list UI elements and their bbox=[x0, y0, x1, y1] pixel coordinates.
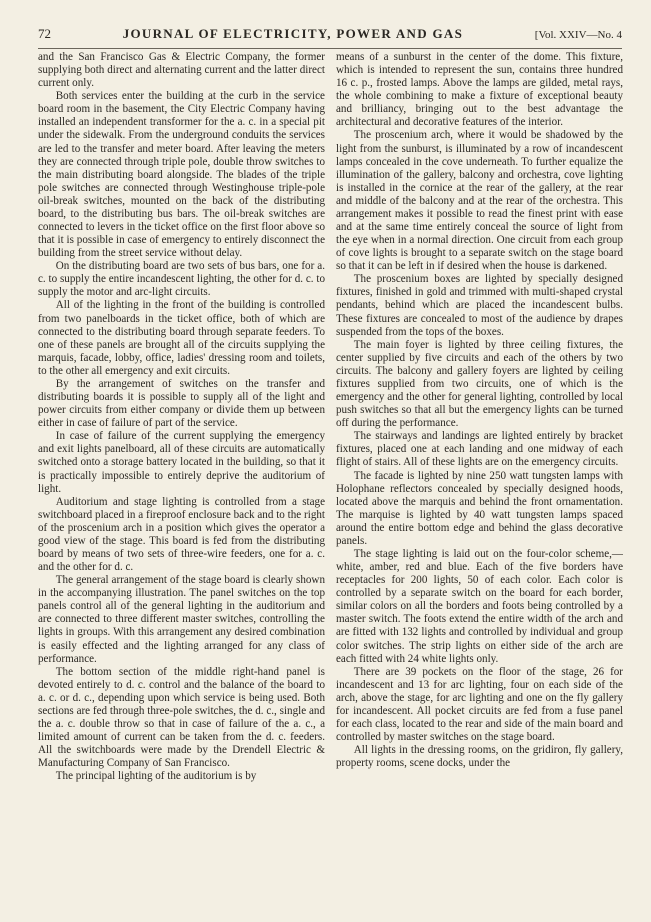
paragraph: All lights in the dressing rooms, on the gridiron, fly gallery, property rooms, scene docks, under the bbox=[336, 744, 623, 770]
paragraph: The facade is lighted by nine 250 watt tungsten lamps with Holophane reflectors concealed by specially designed hoods, located above the marquis and behind the front ornamentation. The marquise is lighted by 40 watt tungsten lamps spaced around the entire bottom edge and behind the glass decorative panels. bbox=[336, 469, 623, 547]
volume-number: [Vol. XXIV—No. 4 bbox=[534, 29, 622, 41]
paragraph: The stage lighting is laid out on the four-color scheme,—white, amber, red and blue. Each of the five borders have receptacles for 200 lights, 50 of each color. Each color is controlled by a separate switch on the board for each border, similar colors on all the borders and foots being controlled by a master switch. The foots extend the entire width of the arch and are fitted with 132 lights and controlled by individual and group color switches. The strip lights on either side of the arch are each fitted with 24 white lights only. bbox=[336, 547, 623, 665]
paragraph: and the San Francisco Gas & Electric Company, the former supplying both direct and alternating current and the latter direct current only. bbox=[38, 51, 325, 90]
running-header bbox=[38, 26, 622, 49]
paragraph: The general arrangement of the stage board is clearly shown in the accompanying illustration. The panel switches on the top panels control all of the general lighting in the auditorium and are connected to three different master switches, controlling the lights in groups. With this arrangement any desired combination is easily effected and the lighting arranged for any class of performance. bbox=[38, 574, 325, 665]
right-column bbox=[336, 51, 623, 916]
paragraph: By the arrangement of switches on the transfer and distributing boards it is possible to supply all of the light and power circuits from either company or divide them up between either in case of failure of part of the service. bbox=[38, 377, 325, 430]
paragraph: The principal lighting of the auditorium is by bbox=[55, 770, 257, 783]
paragraph: means of a sunburst in the center of the dome. This fixture, which is intended to represent the sun, contains three hundred 16 c. p., frosted lamps. Above the lamps are gilded, metal rays, the whole combining to make a fixture of exceptional beauty and brilliancy, bringing out to the best advantage the architectural and decorative features of the interior. bbox=[336, 51, 623, 129]
paragraph: The proscenium boxes are lighted by specially designed fixtures, finished in gold and trimmed with multi-shaped crystal pendants, behind which are placed the incandescent bulbs. These fixtures are concealed to most of the audience by drapes suspended from the tops of the boxes. bbox=[336, 273, 623, 338]
paragraph: On the distributing board are two sets of bus bars, one for a. c. to supply the entire incandescent lighting, the other for d. c. to supply the motor and arc-light circuits. bbox=[38, 260, 325, 299]
paragraph: The stairways and landings are lighted entirely by bracket fixtures, placed one at each landing and one midway of each flight of stairs. All of these lights are on the emergency circuits. bbox=[336, 430, 623, 469]
journal-title: JOURNAL OF ELECTRICITY, POWER AND GAS bbox=[122, 26, 464, 41]
paragraph: In case of failure of the current supplying the emergency and exit lights panelboard, all of these circuits are automatically switched onto a storage battery located in the building, so that it is practically impossible to entirely deprive the auditorium of light. bbox=[38, 430, 325, 495]
paragraph: The main foyer is lighted by three ceiling fixtures, the center supplied by five circuits and each of the others by two circuits. The balcony and gallery foyers are lighted by ceiling fixtures supplied from two circuits, one of which is the emergency and the other for general lighting, controlled by local push switches so that all but the emergency lights can be turned off during the performance. bbox=[336, 338, 623, 430]
paragraph: The proscenium arch, where it would be shadowed by the light from the sunburst, is illuminated by a row of incandescent lamps concealed in the cove underneath. To further equalize the illumination of the gallery, balcony and orchestra, cove lighting is installed in the cornice at the rear of the gallery, at the rear and middle of the balcony and at the rear of the orchestra. This arrangement makes it possible to read the finest print with ease and at the same time entirely conceal the source of light from the eye when in a normal direction. One circuit from each group of cove lights is brought to a separate switch on the stage board so that it can be left in if desired when the house is darkened. bbox=[336, 129, 623, 273]
paragraph: The bottom section of the middle right-hand panel is devoted entirely to d. c. control and the balance of the board to a. c. or d. c., depending upon which service is being used. Both sections are fed through three-pole switches, the d. c., single and the a. c. double throw so that in case of failure of the a. c., a limited amount of current can be taken from the d. c. feeders. All the switchboards were made by the Drendell Electric & Manufacturing Company of San Francisco. bbox=[38, 665, 325, 770]
paragraph: Auditorium and stage lighting is controlled from a stage switchboard placed in a fireproof enclosure back and to the right of the proscenium arch in a position which gives the operator a good view of the stage. This board is fed from the distributing board by means of two sets of three-wire feeders, one for a. c. and the other for d. c. bbox=[38, 495, 325, 574]
paragraph: Both services enter the building at the curb in the service board room in the basement, the City Electric Company having installed an independent transformer for the a. c. in a special pit under the sidewalk. From the underground conduits the services are led to the transfer and meter board. After leaving the meters they are connected through triple pole, double throw switches to the main distributing board alongside. The blades of the triple pole switches are connected through Westinghouse triple-pole oil-break switches, mounted on the back of the distributing board, to the distributing bus bars. The oil-break switches are connected to levers in the ticket office on the first floor above so that it is possible in case of emergency to entirely disconnect the building from the street service without delay. bbox=[38, 90, 325, 260]
page-number: 72 bbox=[38, 26, 51, 41]
paragraph: All of the lighting in the front of the building is controlled from two panelboards in the ticket office, both of which are connected to the distributing board through separate feeders. To one of these panels are brought all of the circuits supplying the marquis, facade, lobby, office, ladies' dressing room and toilets, to the other all emergency and exit circuits. bbox=[38, 299, 325, 377]
paragraph: There are 39 pockets on the floor of the stage, 26 for incandescent and 13 for arc lighting, four on each side of the arch, above the stage, for arc lighting and one on the fly gallery for incandescent. All pocket circuits are fed from a fuse panel for each class, located to the rear and side of the main board and controlled by master switches on the stage board. bbox=[336, 665, 623, 744]
left-column bbox=[38, 51, 325, 916]
